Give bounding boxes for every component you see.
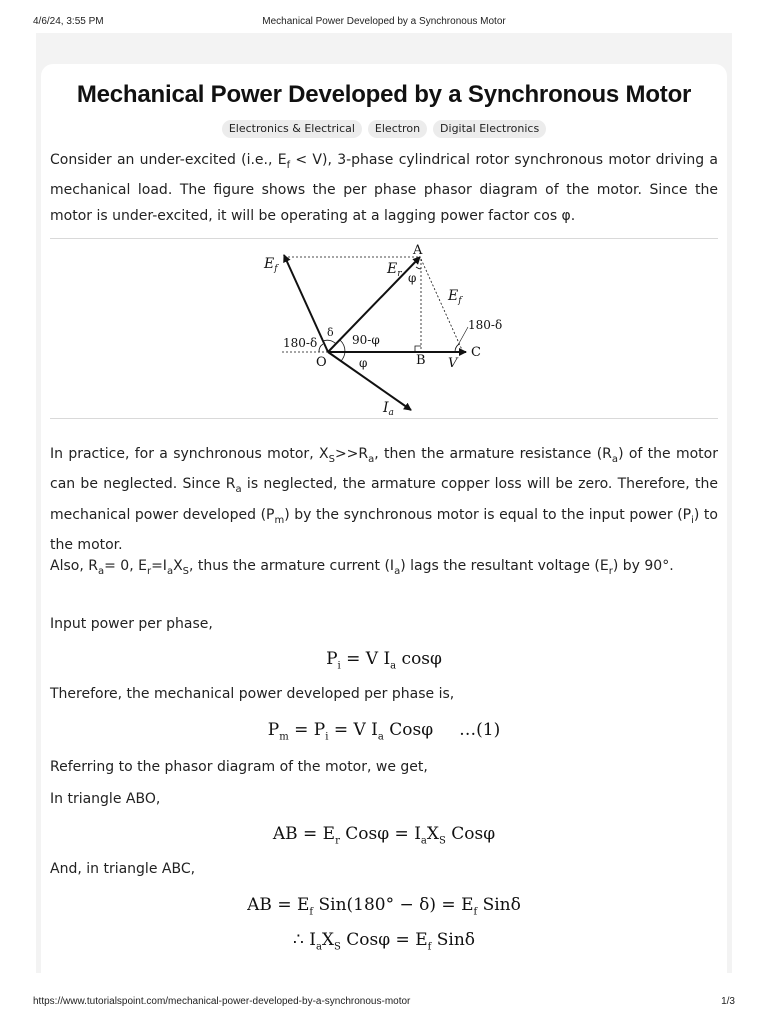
paragraph-neglect-ra: In practice, for a synchronous motor, $X_S>>R_a$, then the armature resistance $(R_a)$ of the motor can be neglected. Since $R_a$ is neglected, the armature copper loss will be zero. Therefore, the mechanical power developed $(P_m)$ by the synchronous motor is equal to the input power $(P_i)$ to the motor. — [50, 446, 719, 553]
label-referring: Referring to the phasor diagram of the motor, we get, — [50, 759, 428, 775]
label-ia: $I_a$ — [383, 400, 394, 418]
tag-electron[interactable]: Electron — [368, 120, 427, 138]
phasor-ia — [328, 352, 411, 410]
arc-phi — [341, 352, 345, 361]
dashed-ac — [421, 259, 463, 352]
divider-top — [50, 238, 718, 239]
print-page-number: 1/3 — [721, 996, 735, 1007]
intro-paragraph: Consider an under-excited (i.e., $E_f < V$), 3-phase cylindrical rotor synchronous motor driving a mechanical load. The figure shows the per phase phasor diagram of the motor. Since the motor is under-excited, it will be operating at a lagging power factor cos φ. — [50, 152, 718, 224]
equation-triangle-abo: AB = $E_r$ $Cos\varphi = I_aX_S$ Cosφ — [272, 824, 496, 847]
label-180-delta-right: 180-δ — [468, 318, 503, 332]
article-title: Mechanical Power Developed by a Synchronous Motor — [76, 81, 692, 108]
arc-180-delta-left — [319, 344, 323, 352]
phasor-diagram — [264, 240, 510, 418]
label-triangle-abo: In triangle ABO, — [50, 791, 161, 807]
label-a: A — [413, 243, 423, 258]
divider-bottom — [50, 418, 718, 419]
print-title: Mechanical Power Developed by a Synchronous Motor — [262, 16, 506, 27]
print-datetime: 4/6/24, 3:55 PM — [33, 16, 104, 27]
label-mech-power: Therefore, the mechanical power developed per phase is, — [50, 686, 455, 702]
leader-180-delta — [458, 327, 468, 345]
label-delta: δ — [327, 326, 334, 339]
tag-electronics-electrical[interactable]: Electronics & Electrical — [222, 120, 362, 138]
label-180-delta-left: 180-δ — [283, 336, 318, 350]
tag-digital-electronics[interactable]: Digital Electronics — [433, 120, 546, 138]
arc-90-phi — [340, 340, 345, 352]
print-url[interactable]: https://www.tutorialspoint.com/mechanical-power-developed-by-a-synchronous-motor — [33, 996, 411, 1007]
label-ef-left: $E_f$ — [264, 256, 278, 274]
label-er: $E_r$ — [387, 261, 402, 279]
equation-triangle-abc: AB = $E_f$ $Sin(180^\circ - \delta) = E_f$ Sinδ — [247, 895, 521, 918]
label-o: O — [316, 355, 327, 370]
label-b: B — [416, 353, 426, 368]
label-phi-a: φ — [408, 271, 417, 285]
equation-input-power: $P_i = V$ $I_a$ cosφ — [326, 649, 442, 672]
label-ef-right: $E_f$ — [448, 288, 462, 306]
label-v: V — [448, 356, 458, 371]
print-header — [33, 16, 735, 30]
label-triangle-abc: And, in triangle ABC, — [50, 861, 196, 877]
print-footer — [33, 996, 735, 1010]
label-input-power: Input power per phase, — [50, 616, 213, 632]
paragraph-ia-lags: Also, $R_a= 0$, $E_r=I_aX_S$, thus the armature current $(I_a)$ lags the resultant voltage $(E_r)$ by 90°. — [50, 558, 674, 577]
equation-therefore: ∴ $I_aX_S$ $Cos\varphi = E_f$ Sinδ — [293, 930, 475, 953]
label-c: C — [471, 345, 481, 360]
label-90-phi: 90-φ — [352, 333, 380, 347]
equation-mech-power: $P_m = P_i = V$ $I_a$ Cosφ …(1) — [267, 720, 501, 743]
arc-phi-a — [416, 267, 421, 269]
arc-180-delta-right — [455, 344, 459, 352]
label-phi-o: φ — [359, 356, 368, 370]
tag-list — [0, 120, 768, 138]
